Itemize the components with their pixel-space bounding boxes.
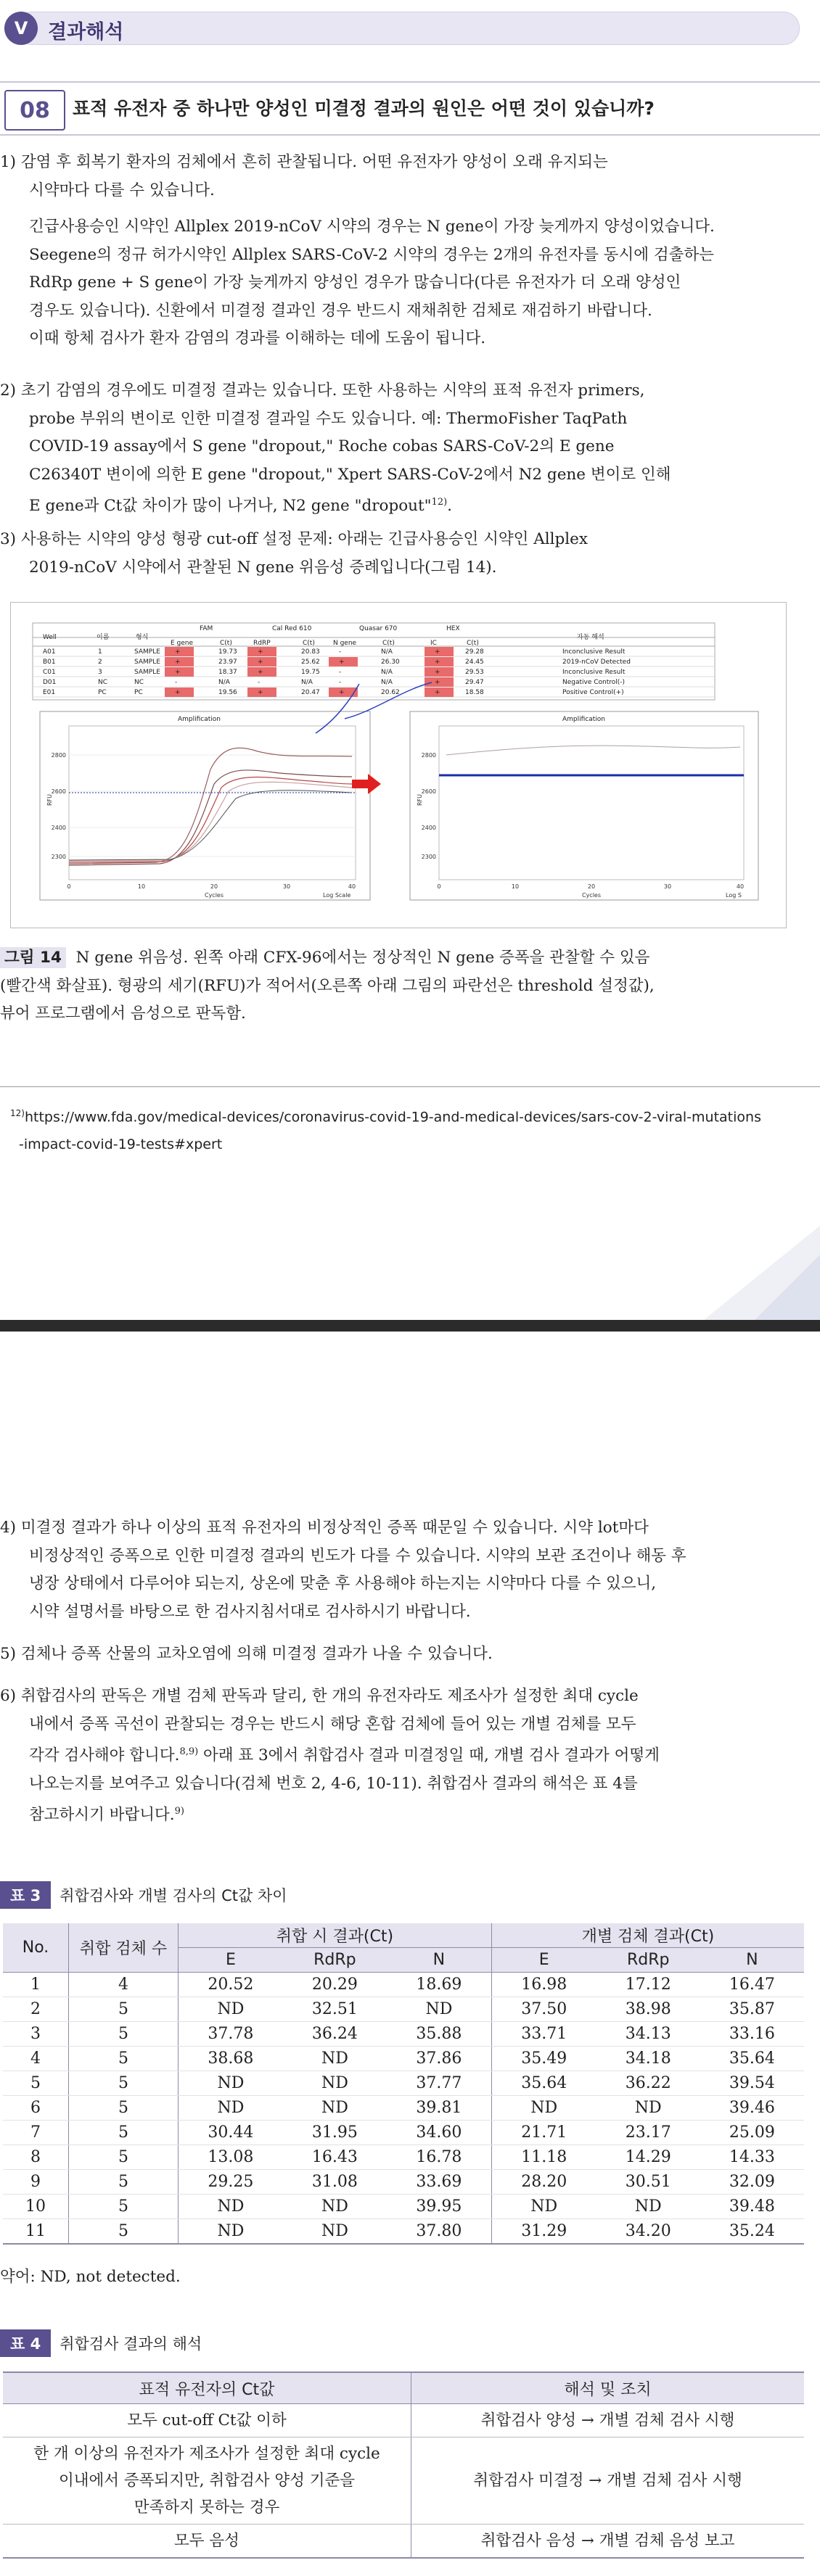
table-cell: 모두 cut-off Ct값 이하 (3, 2404, 411, 2437)
text-line: 5) 검체나 증폭 산물의 교차오염에 의해 미결정 결과가 나올 수 있습니다. (0, 1645, 493, 1663)
table-cell: ND (179, 2096, 283, 2121)
fig-table-cell: PC (134, 689, 143, 696)
fig-header-egene: E gene (171, 640, 194, 647)
fig-table-cell: - (339, 669, 342, 676)
fig-table-cell: + (175, 689, 181, 696)
table-subheader: E (491, 1948, 596, 1973)
table-header: 개별 검체 결과(Ct) (491, 1923, 804, 1948)
text-line: 1) 감염 후 회복기 환자의 검체에서 흔히 관찰됩니다. 어떤 유전자가 양성이 오래 유지되는 (0, 153, 608, 171)
text-line: 긴급사용승인 시약인 Allplex 2019-nCoV 시약의 경우는 N gene이 가장 늦게까지 양성이었습니다. (29, 218, 715, 236)
table-cell: 39.46 (700, 2096, 804, 2121)
table-cell: 36.24 (283, 2022, 387, 2047)
table-3-label (0, 1881, 287, 1909)
table-cell: 20.29 (283, 1973, 387, 1997)
table-cell: 31.95 (283, 2121, 387, 2145)
footnote-link[interactable]: -impact-covid-19-tests#xpert (19, 1136, 223, 1153)
table-cell: 28.20 (491, 2170, 596, 2195)
fig-table-cell: SAMPLE (134, 669, 160, 676)
table-row (3, 2145, 804, 2170)
fig-header-ct: C(t) (220, 640, 232, 647)
table-cell: 39.54 (700, 2071, 804, 2096)
table-cell: 35.87 (700, 1997, 804, 2022)
fig-header-ngene: N gene (333, 640, 357, 647)
tick-label: 2600 (421, 788, 436, 795)
fig-table-cell: N/A (301, 679, 313, 686)
fig-header-ct: C(t) (382, 640, 395, 647)
table-cell: 10 (3, 2195, 69, 2219)
fig-table-cell: + (339, 659, 345, 666)
fig-header-hex: HEX (446, 625, 460, 632)
fig-table-cell: D01 (43, 679, 57, 686)
table-cell: 11.18 (491, 2145, 596, 2170)
section-header-bar (16, 12, 800, 45)
table-row (3, 1997, 804, 2022)
table-cell: 21.71 (491, 2121, 596, 2145)
text-line: COVID-19 assay에서 S gene "dropout," Roche cobas SARS-CoV-2의 E gene (29, 437, 615, 455)
fig-table-cell: B01 (43, 659, 56, 666)
fig-table-cell: 29.47 (465, 679, 484, 686)
table-cell: 34.60 (387, 2121, 491, 2145)
fig-table-cell: - (339, 648, 342, 656)
table-cell: 5 (69, 2071, 179, 2096)
table-subheader: N (387, 1948, 491, 1973)
fig-table-cell: 29.53 (465, 669, 484, 676)
fig-table-cell: SAMPLE (134, 659, 160, 666)
fig-table-cell: N/A (218, 679, 230, 686)
fig-table-cell: E01 (43, 689, 56, 696)
table-cell: ND (179, 2219, 283, 2245)
table-cell: 6 (3, 2096, 69, 2121)
page-break (0, 1320, 820, 1332)
fig-table-cell: 19.75 (301, 669, 320, 676)
tick-label: 30 (282, 883, 291, 890)
caption-text: 뷰어 프로그램에서 음성으로 판독함. (0, 1004, 246, 1023)
table-cell: 5 (3, 2071, 69, 2096)
table-cell: 5 (69, 2170, 179, 2195)
fig-table-cell: A01 (43, 648, 56, 656)
fig-table-cell: + (435, 679, 440, 686)
fig-table-cell: 20.47 (301, 689, 320, 696)
table-cell: 1 (3, 1973, 69, 1997)
table-cell: 4 (69, 1973, 179, 1997)
page-corner-decoration (675, 1226, 820, 1320)
section-header (0, 0, 820, 58)
table-row (3, 2219, 804, 2245)
fig-table-cell: N/A (381, 648, 393, 656)
text-line: 2) 초기 감염의 경우에도 미결정 결과는 있습니다. 또한 사용하는 시약의 표적 유전자 primers, (0, 381, 645, 400)
fig-header-interp: 자동 해석 (577, 634, 604, 641)
figure-14 (10, 602, 787, 928)
table-cell: 16.47 (700, 1973, 804, 1997)
fig-table-cell: 29.28 (465, 648, 484, 656)
fig-header-quasar: Quasar 670 (359, 625, 398, 632)
table-cell: 34.20 (596, 2219, 700, 2245)
table-header: 취합 시 결과(Ct) (179, 1923, 492, 1948)
table-cell: 39.95 (387, 2195, 491, 2219)
table-row (3, 2195, 804, 2219)
table-cell: 38.98 (596, 1997, 700, 2022)
table-row (3, 2525, 804, 2559)
footnote-number: 12) (10, 1108, 25, 1118)
table-cell: 취합검사 양성 → 개별 검체 검사 시행 (411, 2404, 805, 2437)
fig-table-cell: + (175, 659, 181, 666)
text-line: 시약마다 다를 수 있습니다. (29, 181, 215, 199)
tick-label: 10 (137, 883, 146, 890)
text-line: 비정상적인 증폭으로 인한 미결정 결과의 빈도가 다를 수 있습니다. 시약의 보관 조건이나 해동 후 (29, 1546, 686, 1565)
table-subheader: E (179, 1948, 283, 1973)
table-cell: 30.51 (596, 2170, 700, 2195)
footnote-ref: 8,9) (179, 1746, 199, 1757)
text-line: 경우도 있습니다). 신환에서 미결정 결과인 경우 반드시 재채취한 검체로 재검하기 바랍니다. (29, 301, 652, 320)
table-subheader: RdRp (596, 1948, 700, 1973)
table-cell: 30.44 (179, 2121, 283, 2145)
fig-table-cell: + (435, 689, 440, 696)
fig-table-cell: 23.97 (218, 659, 237, 666)
chart-title: Amplification (562, 716, 606, 723)
table-cell: 5 (69, 2096, 179, 2121)
table-cell: 35.64 (700, 2047, 804, 2071)
table-cell: 39.48 (700, 2195, 804, 2219)
table-cell: ND (491, 2096, 596, 2121)
footnote-link[interactable]: https://www.fda.gov/medical-devices/coronavirus-covid-19-and-medical-devices/sars-cov-2-viral-mutations (24, 1109, 761, 1126)
table-cell: ND (596, 2096, 700, 2121)
table-cell: ND (179, 1997, 283, 2022)
table-subheader: N (700, 1948, 804, 1973)
table-header: 해석 및 조치 (411, 2372, 805, 2404)
paragraph-2: 2) 초기 감염의 경우에도 미결정 결과는 있습니다. 또한 사용하는 시약의 표적 유전자 primers, probe 부위의 변이로 인한 미결정 결과일 수도 있습니다. 예: ThermoFisher TaqPath COVID-19 assay에서 S gene "dropout," Roche cobas SARS-CoV-2의 E gene C26340T 변이에 의한 E gene "dropout," Xpert SARS-CoV-2에서 N2 gene 변이로 인해 E gene과 Ct값 차이가 많이 나거나, N2 gene "dropout"$^{12)}$. (0, 377, 805, 521)
fig-table-cell: 20.62 (381, 689, 400, 696)
fig-table-cell: - (258, 679, 261, 686)
fig-table-cell: + (175, 669, 181, 676)
table-cell: ND (283, 2071, 387, 2096)
cell-line: 이내에서 증폭되지만, 취합검사 양성 기준을 (58, 2472, 355, 2490)
table-row (3, 2437, 804, 2525)
table-4-label (0, 2329, 202, 2357)
tick-label: 2400 (51, 825, 66, 831)
table-row (3, 2047, 804, 2071)
table-cell: 35.64 (491, 2071, 596, 2096)
table-cell: 35.24 (700, 2219, 804, 2245)
table-cell: 34.13 (596, 2022, 700, 2047)
fig-table-cell: + (258, 689, 263, 696)
text-line: 냉장 상태에서 다루어야 되는지, 상온에 맞춘 후 사용해야 하는지는 시약마다 다를 수 있으니, (29, 1574, 657, 1593)
amplification-chart-left (40, 711, 381, 900)
table-cell (3, 2437, 411, 2525)
tick-label: 20 (587, 883, 596, 890)
fig-table-cell: 19.73 (218, 648, 237, 656)
text-line: probe 부위의 변이로 인한 미결정 결과일 수도 있습니다. 예: ThermoFisher TaqPath (29, 409, 628, 428)
table-row (3, 2096, 804, 2121)
tick-label: 2600 (51, 788, 66, 795)
table-cell: 16.78 (387, 2145, 491, 2170)
table-cell: 14.29 (596, 2145, 700, 2170)
table-cell: ND (491, 2195, 596, 2219)
table-row (3, 2121, 804, 2145)
table-header: 표적 유전자의 Ct값 (3, 2372, 411, 2404)
footnote-divider (0, 1086, 820, 1087)
table-cell: 5 (69, 2047, 179, 2071)
table-cell: ND (283, 2195, 387, 2219)
table-cell: 5 (69, 2195, 179, 2219)
table-cell: ND (596, 2195, 700, 2219)
axis-label: RFU (417, 793, 423, 806)
table-cell: 5 (69, 2121, 179, 2145)
fig-header-fam: FAM (200, 625, 213, 632)
fig-table-cell: 24.45 (465, 659, 484, 666)
tick-label: 40 (736, 883, 745, 890)
table-row (3, 2022, 804, 2047)
fig-table-cell: 26.30 (381, 659, 400, 666)
text-line: 이때 항체 검사가 환자 감염의 경과를 이해하는 데에 도움이 됩니다. (29, 329, 486, 347)
text-line: 4) 미결정 결과가 하나 이상의 표적 유전자의 비정상적인 증폭 때문일 수 있습니다. 시약 lot마다 (0, 1519, 649, 1537)
fig-table-cell: + (258, 659, 263, 666)
table-row (3, 2170, 804, 2195)
axis-label: RFU (46, 793, 53, 806)
table-cell: 29.25 (179, 2170, 283, 2195)
fig-table-cell: N/A (381, 679, 393, 686)
fig-header-type: 형식 (136, 634, 149, 641)
table-subheader: RdRp (283, 1948, 387, 1973)
question-number: 08 (4, 90, 65, 131)
table-cell: 33.16 (700, 2022, 804, 2047)
table-cell: 34.18 (596, 2047, 700, 2071)
table-cell: 8 (3, 2145, 69, 2170)
fig-table-cell: - (339, 679, 342, 686)
table-cell: 7 (3, 2121, 69, 2145)
table-cell: 2 (3, 1997, 69, 2022)
text-line: 2019-nCoV 시약에서 관찰된 N gene 위음성 증례입니다(그림 14). (29, 558, 497, 577)
table-cell: 취합검사 미결정 → 개별 검체 검사 시행 (411, 2437, 805, 2525)
table-cell: 33.69 (387, 2170, 491, 2195)
table-badge: 표 4 (0, 2329, 51, 2357)
table-4 (3, 2371, 804, 2559)
table-cell: 31.08 (283, 2170, 387, 2195)
section-title: 결과해석 (48, 21, 124, 44)
table-cell: 33.71 (491, 2022, 596, 2047)
amplification-chart-right (410, 711, 758, 900)
table-cell: 35.88 (387, 2022, 491, 2047)
table-cell: 37.80 (387, 2219, 491, 2245)
figure-image (11, 603, 786, 928)
figure-caption (0, 944, 804, 1028)
fig-table-cell: 18.37 (218, 669, 237, 676)
tick-label: 40 (348, 883, 356, 890)
table-cell: 36.22 (596, 2071, 700, 2096)
tick-label: 10 (511, 883, 520, 890)
table-cell: 취합검사 음성 → 개별 검체 음성 보고 (411, 2525, 805, 2559)
tick-label: 2800 (51, 752, 66, 759)
fig-table-cell: NC (98, 679, 108, 686)
fig-table-cell: Negative Control(-) (562, 679, 626, 686)
table-cell: 4 (3, 2047, 69, 2071)
fig-table-cell: Inconclusive Result (562, 648, 626, 656)
table-header: No. (3, 1923, 69, 1973)
text-line: 아래 표 3에서 취합검사 결과 미결정일 때, 개별 검사 결과가 어떻게 (198, 1746, 660, 1765)
footnote-ref: 12) (431, 497, 448, 508)
divider (0, 81, 820, 83)
text-line: RdRp gene + S gene이 가장 늦게까지 양성인 경우가 많습니다(다른 유전자가 더 오래 양성인 (29, 273, 681, 292)
fig-table-cell: 20.83 (301, 648, 320, 656)
fig-table-cell: + (339, 689, 345, 696)
fig-header-rdrp: RdRP (253, 640, 271, 647)
fig-table-cell: N/A (381, 669, 393, 676)
question-title: 표적 유전자 중 하나만 양성인 미결정 결과의 원인은 어떤 것이 있습니까? (73, 98, 655, 119)
tick-label: 2300 (51, 854, 66, 860)
fig-header-ic: IC (430, 640, 437, 647)
fig-table-cell: + (435, 659, 440, 666)
text-line: 3) 사용하는 시약의 양성 형광 cut-off 설정 문제: 아래는 긴급사용승인 시약인 Allplex (0, 530, 589, 548)
fig-table-cell: Positive Control(+) (562, 689, 624, 696)
fig-table-cell: 2 (98, 659, 102, 666)
fig-table-cell: NC (134, 679, 144, 686)
paragraph-6 (0, 1683, 805, 1830)
table-cell: 5 (69, 1997, 179, 2022)
table-cell: 37.50 (491, 1997, 596, 2022)
fig-table-cell: + (258, 669, 263, 676)
table-cell: 16.43 (283, 2145, 387, 2170)
table-cell: 17.12 (596, 1973, 700, 1997)
table-cell: ND (179, 2071, 283, 2096)
log-scale-label: Log S (726, 892, 742, 899)
text-line: 내에서 증폭 곡선이 관찰되는 경우는 반드시 해당 혼합 검체에 들어 있는 개별 검체를 모두 (29, 1714, 636, 1733)
tick-label: 2400 (421, 825, 436, 831)
tick-label: 2300 (421, 854, 436, 860)
caption-text: N gene 위음성. 왼쪽 아래 CFX-96에서는 정상적인 N gene 증폭을 관찰할 수 있음 (75, 949, 650, 967)
text-line: 6) 취합검사의 판독은 개별 검체 판독과 달리, 한 개의 유전자라도 제조사가 설정한 최대 cycle (0, 1687, 639, 1705)
table-title: 취합검사와 개별 검사의 Ct값 차이 (60, 1887, 287, 1904)
text-line: C26340T 변이에 의한 E gene "dropout," Xpert SARS-CoV-2에서 N2 gene 변이로 인해 (29, 465, 671, 484)
text-line: 나오는지를 보여주고 있습니다(검체 번호 2, 4-6, 10-11). 취합검사 결과의 해석은 표 4를 (29, 1774, 638, 1793)
fig-table-cell: - (175, 679, 178, 686)
table-title: 취합검사 결과의 해석 (60, 2335, 202, 2353)
table-row (3, 2071, 804, 2096)
paragraph-1 (0, 149, 805, 353)
table-cell: ND (179, 2195, 283, 2219)
tick-label: 2800 (421, 752, 436, 759)
fig-table-cell: C01 (43, 669, 56, 676)
table-cell: 20.52 (179, 1973, 283, 1997)
fig-table-cell: 3 (98, 669, 102, 676)
paragraph-5 (0, 1640, 805, 1669)
fig-table-cell: + (435, 669, 440, 676)
tick-label: 0 (437, 883, 441, 890)
fig-table-cell: Inconclusive Result (562, 669, 626, 676)
log-scale-label: Log Scale (323, 892, 351, 899)
text-line: 시약 설명서를 바탕으로 한 검사지침서대로 검사하시기 바랍니다. (29, 1602, 471, 1621)
fig-table-cell: 18.58 (465, 689, 484, 696)
chart-title: Amplification (178, 716, 221, 723)
table-cell: 35.49 (491, 2047, 596, 2071)
table-cell: 25.09 (700, 2121, 804, 2145)
table-cell: ND (283, 2219, 387, 2245)
table-cell: ND (283, 2096, 387, 2121)
table-cell: 5 (69, 2022, 179, 2047)
cell-line: 한 개 이상의 유전자가 제조사가 설정한 최대 cycle (33, 2445, 380, 2463)
fig-table-cell: PC (98, 689, 107, 696)
table-cell: 37.86 (387, 2047, 491, 2071)
table-cell: 38.68 (179, 2047, 283, 2071)
fig-table-cell: 2019-nCoV Detected (562, 659, 631, 666)
table-cell: 37.77 (387, 2071, 491, 2096)
table-cell: 9 (3, 2170, 69, 2195)
paragraph-3 (0, 526, 805, 582)
fig-table-cell: + (175, 648, 181, 656)
fig-header-well: Well (43, 634, 57, 641)
table-cell: 18.69 (387, 1973, 491, 1997)
caption-text: (빨간색 화살표). 형광의 세기(RFU)가 적어서(오른쪽 아래 그림의 파란선은 threshold 설정값), (0, 976, 655, 995)
axis-label: Cycles (581, 892, 602, 899)
table-header: 취합 검체 수 (69, 1923, 179, 1973)
table-cell: ND (387, 1997, 491, 2022)
paragraph-4 (0, 1514, 805, 1626)
tick-label: 20 (210, 883, 218, 890)
fig-header-name: 이름 (97, 634, 110, 641)
table-cell: 3 (3, 2022, 69, 2047)
text-line: E gene과 Ct값 차이가 많이 나거나, N2 gene "dropout" (29, 497, 432, 516)
divider (0, 134, 820, 136)
table-cell: 11 (3, 2219, 69, 2245)
section-badge: V (4, 12, 38, 45)
table-cell: 14.33 (700, 2145, 804, 2170)
table-cell: ND (283, 2047, 387, 2071)
fig-table-cell: 19.56 (218, 689, 237, 696)
tick-label: 30 (663, 883, 672, 890)
text-line: 참고하시기 바랍니다. (29, 1806, 175, 1825)
table-cell: 23.17 (596, 2121, 700, 2145)
text-line: Seegene의 정규 허가시약인 Allplex SARS-CoV-2 시약의 경우는 2개의 유전자를 동시에 검출하는 (29, 245, 714, 264)
table-row (3, 1973, 804, 1997)
table-cell: 31.29 (491, 2219, 596, 2245)
table-cell: 37.78 (179, 2022, 283, 2047)
axis-label: Cycles (204, 892, 224, 899)
fig-table-cell: 1 (98, 648, 102, 656)
figure-label: 그림 14 (0, 947, 66, 968)
text-line: 각각 검사해야 합니다. (29, 1746, 180, 1765)
table-3 (3, 1923, 804, 2245)
fig-table-cell: 25.62 (301, 659, 320, 666)
table-cell: 32.09 (700, 2170, 804, 2195)
footnote (10, 1099, 808, 1158)
table-cell: 16.98 (491, 1973, 596, 1997)
table-badge: 표 3 (0, 1881, 51, 1909)
table-cell: 모두 음성 (3, 2525, 411, 2559)
table-cell: 13.08 (179, 2145, 283, 2170)
table-cell: 5 (69, 2145, 179, 2170)
table-cell: 5 (69, 2219, 179, 2245)
fig-header-calred: Cal Red 610 (272, 625, 312, 632)
fig-header-ct: C(t) (303, 640, 315, 647)
tick-label: 0 (67, 883, 71, 890)
footnote-ref: 9) (174, 1806, 184, 1817)
table-3-note: 약어: ND, not detected. (0, 2268, 181, 2286)
table-cell: 39.81 (387, 2096, 491, 2121)
table-row (3, 2404, 804, 2437)
table-cell: 32.51 (283, 1997, 387, 2022)
cell-line: 만족하지 못하는 경우 (134, 2498, 280, 2517)
fig-table-cell: + (435, 648, 440, 656)
fig-table-cell: SAMPLE (134, 648, 160, 656)
fig-table-cell: + (258, 648, 263, 656)
fig-header-ct: C(t) (467, 640, 479, 647)
